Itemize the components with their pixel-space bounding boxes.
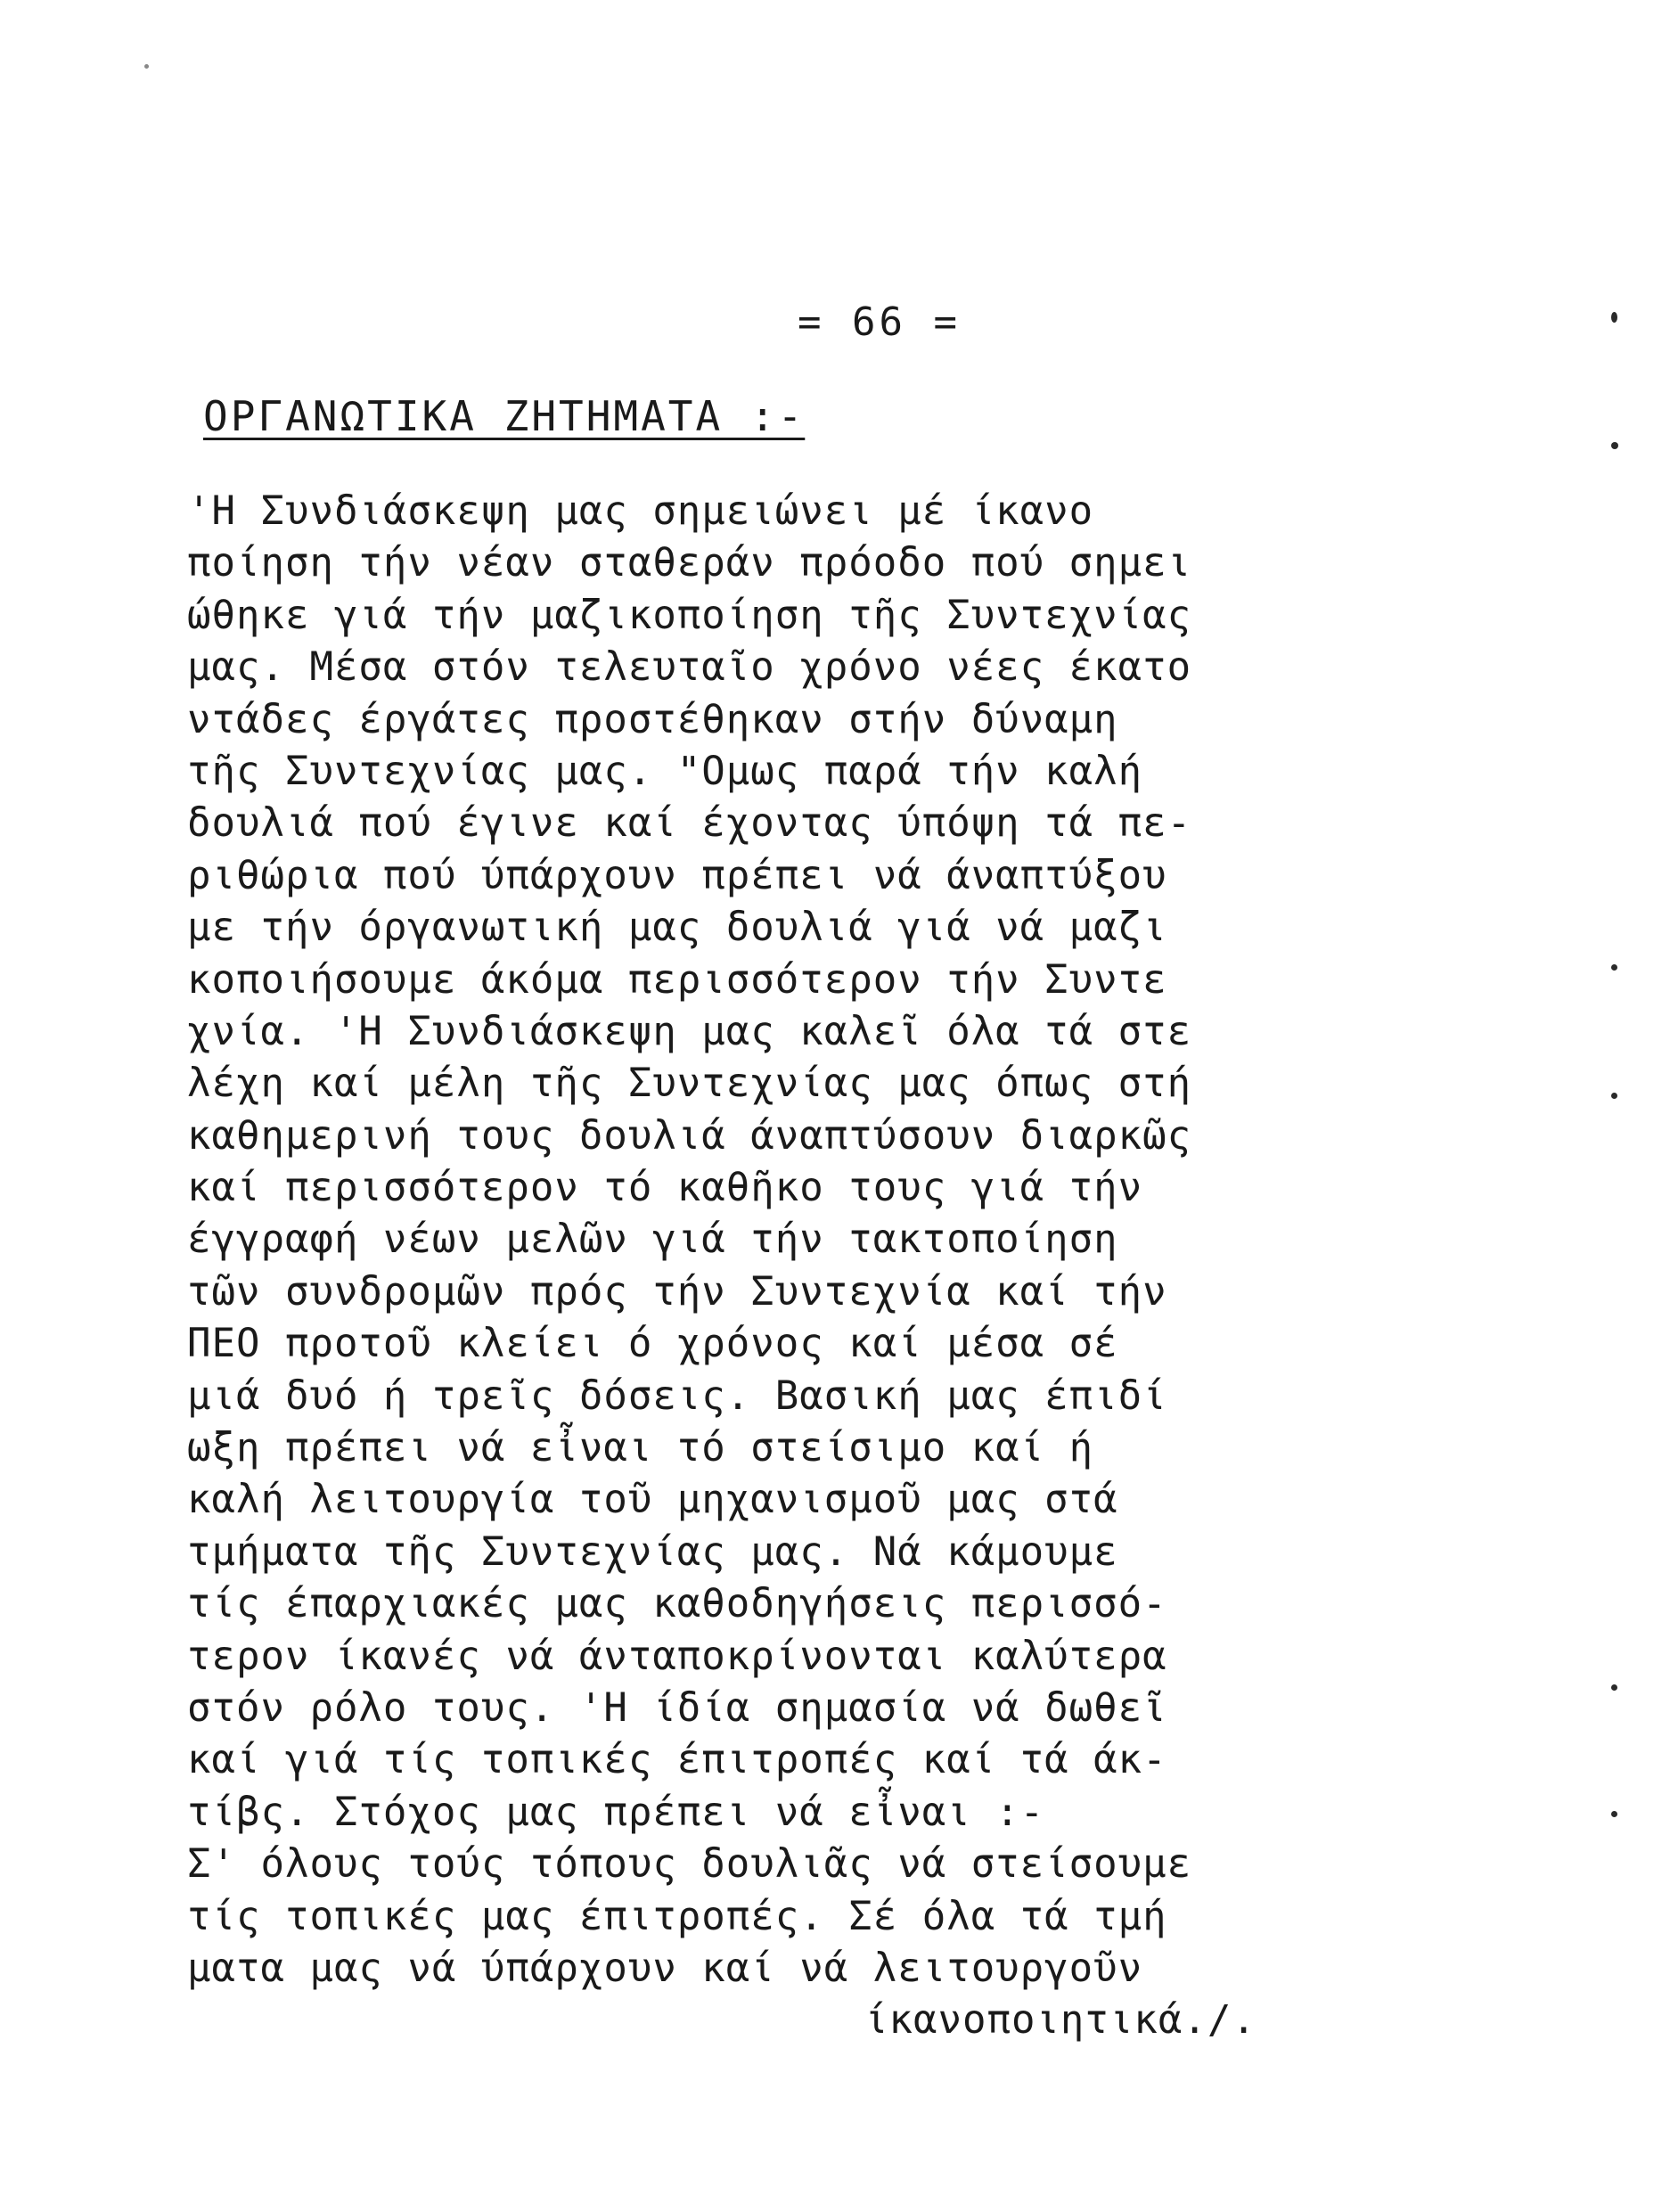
text-line: λέχη καί μέλη τῆς Συντεχνίας μας όπως στή: [187, 1061, 1192, 1107]
scan-speck: [1611, 312, 1617, 323]
text-line: ματα μας νά ύπάρχουν καί νά λειτουργοῦν: [187, 1945, 1143, 1991]
text-line: χνία. 'Η Συνδιάσκεψη μας καλεῖ όλα τά στε: [187, 1008, 1192, 1054]
text-line: με τήν όργανωτική μας δουλιά γιά νά μαζι: [187, 905, 1167, 951]
text-line: τερον ίκανές νά άνταποκρίνονται καλύτερα: [187, 1633, 1167, 1679]
text-line: Σ' όλους τούς τόπους δουλιᾶς νά στείσουμε: [187, 1841, 1192, 1888]
text-line: στόν ρόλο τους. 'Η ίδία σημασία νά δωθεῖ: [187, 1684, 1167, 1731]
text-line: μιά δυό ή τρεῖς δόσεις. Βασική μας έπιδί: [187, 1372, 1167, 1419]
text-line: ΠΕΟ προτοῦ κλείει ό χρόνος καί μέσα σέ: [187, 1321, 1118, 1367]
text-line: τῆς Συντεχνίας μας. "Ομως παρά τήν καλή: [187, 748, 1143, 794]
text-line: τίς έπαρχιακές μας καθοδηγήσεις περισσό-: [187, 1581, 1167, 1627]
text-line: ριθώρια πού ύπάρχουν πρέπει νά άναπτύξου: [187, 852, 1167, 898]
text-line: ντάδες έργάτες προστέθηκαν στήν δύναμη: [187, 696, 1118, 742]
text-line: καλή λειτουργία τοῦ μηχανισμοῦ μας στά: [187, 1477, 1118, 1523]
text-line: καθημερινή τους δουλιά άναπτύσουν διαρκῶς: [187, 1112, 1192, 1159]
text-line: κοποιήσουμε άκόμα περισσότερον τήν Συντε: [187, 956, 1167, 1003]
scan-speck: [1611, 1093, 1617, 1099]
body-text: [187, 486, 1506, 2047]
text-line: 'Η Συνδιάσκεψη μας σημειώνει μέ ίκανο: [187, 488, 1094, 534]
text-line: έγγραφή νέων μελῶν γιά τήν τακτοποίηση: [187, 1217, 1118, 1263]
page-number: = 66 =: [798, 299, 961, 345]
scan-speck: [144, 64, 149, 69]
text-line: μας. Μέσα στόν τελευταῖο χρόνο νέες έκατο: [187, 644, 1192, 691]
text-line: δουλιά πού έγινε καί έχοντας ύπόψη τά πε-: [187, 800, 1192, 847]
text-line: ωξη πρέπει νά εἶναι τό στείσιμο καί ή: [187, 1425, 1094, 1471]
text-line: καί γιά τίς τοπικές έπιτροπές καί τά άκ-: [187, 1737, 1167, 1783]
scan-speck: [1611, 442, 1618, 449]
section-heading: ΟΡΓΑΝΩΤΙΚΑ ΖΗΤΗΜΑΤΑ :-: [203, 392, 806, 440]
text-line: τμήματα τῆς Συντεχνίας μας. Νά κάμουμε: [187, 1528, 1118, 1575]
text-line: ποίηση τήν νέαν σταθεράν πρόοδο πού σημει: [187, 540, 1192, 586]
scan-speck: [1611, 1684, 1617, 1691]
scan-speck: [1611, 1811, 1617, 1817]
text-line: τῶν συνδρομῶν πρός τήν Συντεχνία καί τήν: [187, 1268, 1167, 1315]
text-line: τίβς. Στόχος μας πρέπει νά εἶναι :-: [187, 1789, 1045, 1835]
text-line: τίς τοπικές μας έπιτροπές. Σέ όλα τά τμή: [187, 1893, 1167, 1939]
text-line: ώθηκε γιά τήν μαζικοποίηση τῆς Συντεχνίας: [187, 592, 1192, 638]
text-line: καί περισσότερον τό καθῆκο τους γιά τήν: [187, 1165, 1143, 1211]
text-line: ίκανοποιητικά./.: [864, 1997, 1256, 2044]
scan-speck: [1611, 964, 1617, 971]
